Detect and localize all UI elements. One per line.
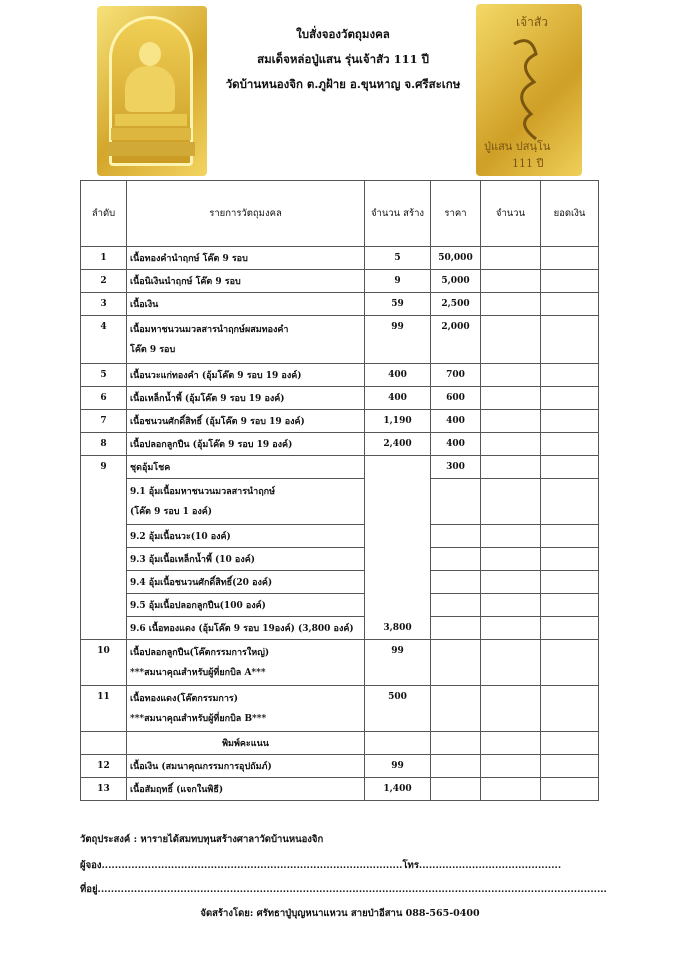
row-price-empty [431,548,481,571]
row-qty-cell[interactable] [481,686,541,732]
row-made: 1,190 [365,410,431,433]
table-row [81,686,599,732]
row-item: เนื้อเหล็กน้ำพี้ (อุ้มโค๊ต 9 รอบ 19 องค์) [127,387,365,410]
row-total-cell[interactable] [541,316,599,364]
table-row [81,247,599,270]
row-price-empty [431,571,481,594]
row-total-cell[interactable] [541,732,599,755]
footer-booker-field[interactable]: ผู้จอง...........................................................................................โทร........................................... [80,860,562,871]
row-item-line1: เนื้อปลอกลูกปืน(โค๊ตกรรมการใหญ่) [130,647,270,658]
row-item: 9.5 อุ้มเนื้อปลอกลูกปืน(100 องค์) [127,594,365,617]
row-item [127,479,365,525]
amulet-inscription-bottom: ปู่แสน ปสนฺโน [484,140,551,153]
row-made: 3,800 [365,456,431,640]
header-qty: จำนวน [481,181,541,247]
table-row-sub [81,571,599,594]
row-no: 13 [81,778,127,801]
amulet-back-image [476,4,582,176]
row-no: 7 [81,410,127,433]
row-total-cell[interactable] [541,364,599,387]
row-item: เนื้อสัมฤทธิ์ (แจกในพิธี) [127,778,365,801]
table-row [81,640,599,686]
row-total-cell[interactable] [541,778,599,801]
table-row [81,387,599,410]
row-made: 400 [365,364,431,387]
row-total-cell[interactable] [541,270,599,293]
header-made: จำนวน สร้าง [365,181,431,247]
row-no: 8 [81,433,127,456]
row-price: 400 [431,433,481,456]
row-item: ชุดอุ้มโชค [127,456,365,479]
row-qty-cell[interactable] [481,548,541,571]
row-item-line2: โค๊ต 9 รอบ [130,344,176,355]
row-qty-cell[interactable] [481,778,541,801]
row-qty-cell[interactable] [481,525,541,548]
row-item: 9.3 อุ้มเนื้อเหล็กน้ำพี้ (10 องค์) [127,548,365,571]
row-item: 9.2 อุ้มเนื้อนวะ(10 องค์) [127,525,365,548]
row-no: 6 [81,387,127,410]
row-no-empty [81,617,127,640]
row-made: 400 [365,387,431,410]
row-price: 2,000 [431,316,481,364]
row-total-cell[interactable] [541,617,599,640]
amulet-front-image [97,6,207,176]
header-total: ยอดเงิน [541,181,599,247]
row-item: เนื้อนวะแก่ทองคำ (อุ้มโค๊ต 9 รอบ 19 องค์) [127,364,365,387]
row-no: 10 [81,640,127,686]
amulet-order-table [80,180,599,801]
row-item-line1: เนื้อทองแดง(โค๊ตกรรมการ) [130,693,239,704]
row-total-cell[interactable] [541,548,599,571]
row-total-cell[interactable] [541,686,599,732]
row-item [127,640,365,686]
header-title: ใบสั่งจองวัตถุมงคล [296,27,390,41]
row-qty-cell[interactable] [481,316,541,364]
row-qty-cell[interactable] [481,364,541,387]
row-no-empty [81,732,127,755]
row-total-cell[interactable] [541,594,599,617]
row-item: เนื้อนิเงินนำฤกษ์ โค๊ต 9 รอบ [127,270,365,293]
row-item [127,686,365,732]
row-no: 4 [81,316,127,364]
row-no-empty [81,479,127,525]
row-made: 99 [365,640,431,686]
buddha-base-tier [107,142,195,156]
row-item [127,316,365,364]
row-qty-cell[interactable] [481,387,541,410]
row-qty-cell[interactable] [481,247,541,270]
row-no: 12 [81,755,127,778]
row-price-empty [431,755,481,778]
row-price-empty [431,778,481,801]
row-made: 99 [365,755,431,778]
row-qty-cell[interactable] [481,433,541,456]
header-item: รายการวัตถุมงคล [127,181,365,247]
table-row-sub [81,617,599,640]
header-no: ลำดับ [81,181,127,247]
row-total-cell[interactable] [541,571,599,594]
row-no: 11 [81,686,127,732]
row-price-empty [431,686,481,732]
table-row [81,433,599,456]
row-qty-cell[interactable] [481,594,541,617]
row-item-line1: 9.1 อุ้มเนื้อมหาชนวนมวลสารนำฤกษ์ [130,486,276,497]
table-row-set [81,456,599,479]
row-no-empty [81,594,127,617]
row-no-empty [81,525,127,548]
table-row [81,293,599,316]
buddha-base-tier [115,114,187,126]
footer-purpose: วัตถุประสงค์ : หารายได้สมทบทุนสร้างศาลาวัดบ้านหนองจิก [80,834,324,845]
row-no: 1 [81,247,127,270]
footer-address-field[interactable]: ที่อยู่.......................................................................................................................................................... [80,884,607,895]
row-total-cell[interactable] [541,755,599,778]
row-made-empty [365,732,431,755]
row-price-empty [431,525,481,548]
row-item-line2: ***สมนาคุณสำหรับผู้ที่ยกบิล B*** [130,713,267,724]
row-no: 9 [81,456,127,479]
buddha-base-tier [111,128,191,140]
row-made: 2,400 [365,433,431,456]
table-row [81,316,599,364]
row-item: 9.6 เนื้อทองแดง (อุ้มโค๊ต 9 รอบ 19องค์) (3,800 องค์) [127,617,365,640]
row-price: 2,500 [431,293,481,316]
row-qty-cell[interactable] [481,755,541,778]
table-section-heading-row [81,732,599,755]
table-row-sub [81,479,599,525]
row-price-empty [431,617,481,640]
row-total-cell[interactable] [541,640,599,686]
row-total-cell[interactable] [541,479,599,525]
row-price: 700 [431,364,481,387]
table-row-sub [81,594,599,617]
amulet-inscription-year: 111 ปี [512,157,544,170]
row-price: 300 [431,456,481,479]
row-total-cell[interactable] [541,293,599,316]
row-price: 50,000 [431,247,481,270]
row-item: เนื้อปลอกลูกปืน (อุ้มโค๊ต 9 รอบ 19 องค์) [127,433,365,456]
amulet-inscription-top: เจ้าสัว [516,15,548,29]
document-header [212,22,474,97]
row-qty-cell[interactable] [481,617,541,640]
row-qty-cell[interactable] [481,293,541,316]
row-item-line2: (โค๊ต 9 รอบ 1 องค์) [130,506,213,517]
row-item: เนื้อเงิน [127,293,365,316]
section-heading: พิมพ์คะแนน [127,732,365,755]
row-no-empty [81,571,127,594]
table-row [81,410,599,433]
row-item-line1: เนื้อมหาชนวนมวลสารนำฤกษ์ผสมทองคำ [130,324,289,335]
footer-organizer: จัดสร้างโดย: ศรัทธาปู่บุญหนาแหวน สายป่าอีสาน 088-565-0400 [200,908,480,919]
row-price-empty [431,640,481,686]
row-made: 9 [365,270,431,293]
table-row-sub [81,525,599,548]
header-subtitle: สมเด็จหล่อปู่แสน รุ่นเจ้าสัว 111 ปี [257,52,429,66]
header-location: วัดบ้านหนองจิก ต.ภูฝ้าย อ.ขุนหาญ จ.ศรีสะเกษ [225,77,461,91]
row-total-cell[interactable] [541,247,599,270]
table-header-row [81,181,599,247]
row-total-cell[interactable] [541,525,599,548]
row-item: 9.4 อุ้มเนื้อชนวนศักดิ์สิทธิ์(20 องค์) [127,571,365,594]
row-price: 600 [431,387,481,410]
table-row [81,755,599,778]
row-made: 5 [365,247,431,270]
row-made: 59 [365,293,431,316]
row-item: เนื้อชนวนศักดิ์สิทธิ์ (อุ้มโค๊ต 9 รอบ 19 องค์) [127,410,365,433]
row-item-line2: ***สมนาคุณสำหรับผู้ที่ยกบิล A*** [130,667,266,678]
amulet-back-inscription [476,4,582,176]
row-price-empty [431,594,481,617]
buddha-body [125,66,175,112]
row-price: 5,000 [431,270,481,293]
row-qty-cell[interactable] [481,640,541,686]
header-price: ราคา [431,181,481,247]
row-price: 400 [431,410,481,433]
row-made: 99 [365,316,431,364]
row-no: 2 [81,270,127,293]
row-qty-cell[interactable] [481,571,541,594]
row-item: เนื้อเงิน (สมนาคุณกรรมการอุปถัมภ์) [127,755,365,778]
row-total-cell[interactable] [541,410,599,433]
row-price-empty [431,732,481,755]
table-row [81,270,599,293]
row-made: 500 [365,686,431,732]
row-qty-cell[interactable] [481,479,541,525]
row-qty-cell[interactable] [481,732,541,755]
row-item: เนื้อทองคำนำฤกษ์ โค๊ต 9 รอบ [127,247,365,270]
table-row [81,364,599,387]
row-made: 1,400 [365,778,431,801]
table-row [81,778,599,801]
row-no: 5 [81,364,127,387]
row-price-empty [431,479,481,525]
row-no-empty [81,548,127,571]
row-qty-cell[interactable] [481,270,541,293]
row-total-cell[interactable] [541,387,599,410]
buddha-head [139,42,161,66]
row-no: 3 [81,293,127,316]
row-total-cell[interactable] [541,433,599,456]
row-total-cell[interactable] [541,456,599,479]
row-qty-cell[interactable] [481,410,541,433]
table-row-sub [81,548,599,571]
row-qty-cell[interactable] [481,456,541,479]
